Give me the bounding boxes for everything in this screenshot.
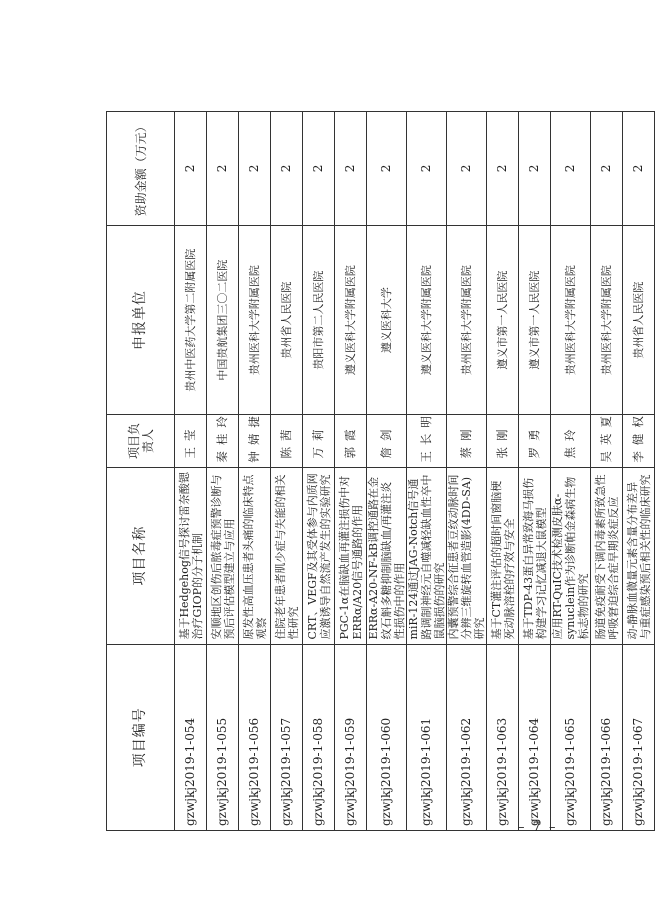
cell-code: gzwjkj2019-1-063 [487,644,519,830]
table-row [303,112,335,831]
cell-code: gzwjkj2019-1-067 [623,644,655,830]
cell-amount: 2 [239,112,271,226]
cell-title: 基于Hedgehog信号探讨雷奈酸锶治疗GIOP的分子机制 [175,467,207,644]
cell-title: PGC-1α在脑缺血再灌注损伤中对ERRα/A20信号通路的作用 [335,467,367,644]
cell-person: 李健权 [623,415,655,467]
cell-code: gzwjkj2019-1-060 [367,644,407,830]
cell-amount: 2 [591,112,623,226]
cell-title: CRT、VEGF及其受体参与内质网应激诱导自然流产发生的实验研究 [303,467,335,644]
cell-person: 蔡刚 [447,415,487,467]
cell-title: 住院老年患者肌少症与失能的相关性研究 [271,467,303,644]
cell-unit: 遵义市第一人民医院 [519,225,551,415]
cell-unit: 遵义医科大学附属医院 [335,225,367,415]
cell-amount: 2 [303,112,335,226]
cell-unit: 贵州医科大学附属医院 [239,225,271,415]
project-table [106,111,655,831]
cell-unit: 贵州医科大学附属医院 [551,225,591,415]
header-unit: 申报单位 [107,225,175,415]
cell-person: 万莉 [303,415,335,467]
table-row [407,112,447,831]
cell-unit: 贵州医科大学附属医院 [447,225,487,415]
cell-person: 罗勇 [519,415,551,467]
cell-amount: 2 [447,112,487,226]
cell-unit: 贵州医科大学附属医院 [591,225,623,415]
cell-person: 秦桂玲 [207,415,239,467]
page-number: – 7 – [518,820,558,835]
cell-code: gzwjkj2019-1-061 [407,644,447,830]
cell-amount: 2 [335,112,367,226]
cell-person: 焦玲 [551,415,591,467]
cell-code: gzwjkj2019-1-059 [335,644,367,830]
cell-title: 肠道免疫耐受下调内毒素所致急性呼吸窘迫综合症早期炎症反应 [591,467,623,644]
cell-unit: 贵阳市第二人民医院 [303,225,335,415]
cell-title: miR-124通过JAG-Notch信号通路调制神经元自噬减轻缺血性卒中鼠脑损伤的研究 [407,467,447,644]
cell-unit: 遵义医科大学附属医院 [407,225,447,415]
header-amount: 资助金额（万元） [107,112,175,226]
cell-title: 基于TDP-43蛋白异常致海马损伤构建学习记忆减退大鼠模型 [519,467,551,644]
cell-code: gzwjkj2019-1-062 [447,644,487,830]
cell-person: 王莹 [175,415,207,467]
cell-title: 基于CT灌注评估的超时间窗脑梗死动脉溶栓的疗效与安全 [487,467,519,644]
table-row [335,112,367,831]
cell-person: 詹剑 [367,415,407,467]
table-header-row [107,112,175,831]
cell-amount: 2 [519,112,551,226]
cell-title: 应用RT-QuIC技术检测皮肤α-synuclein作为诊断帕金森病生物标志物的研究 [551,467,591,644]
header-code: 项目编号 [107,644,175,830]
cell-title: 原发性高血压患者头痛的临床特点观察 [239,467,271,644]
cell-code: gzwjkj2019-1-065 [551,644,591,830]
cell-amount: 2 [551,112,591,226]
table-row [175,112,207,831]
table-row [487,112,519,831]
cell-person: 王长明 [407,415,447,467]
cell-code: gzwjkj2019-1-055 [207,644,239,830]
cell-amount: 2 [271,112,303,226]
table-row [207,112,239,831]
cell-person: 吴英夏 [591,415,623,467]
header-title: 项目名称 [107,467,175,644]
table-row [239,112,271,831]
rotated-table [106,111,652,831]
cell-amount: 2 [207,112,239,226]
cell-title: 动-静脉血微量元素含量分布差异与重症感染预后相关性的临床研究 [623,467,655,644]
cell-code: gzwjkj2019-1-066 [591,644,623,830]
table-row [623,112,655,831]
cell-amount: 2 [487,112,519,226]
cell-title: 安顺地区创伤后脓毒症预警诊断与预后评估模型建立与应用 [207,467,239,644]
cell-person: 郭霞 [335,415,367,467]
cell-unit: 贵州省人民医院 [271,225,303,415]
cell-amount: 2 [407,112,447,226]
cell-unit: 贵州省人民医院 [623,225,655,415]
table-row [551,112,591,831]
cell-unit: 中国贵航集团三〇二医院 [207,225,239,415]
cell-unit: 遵义市第一人民医院 [487,225,519,415]
table-row [591,112,623,831]
cell-person: 张刚 [487,415,519,467]
table-row [447,112,487,831]
cell-code: gzwjkj2019-1-058 [303,644,335,830]
cell-code: gzwjkj2019-1-056 [239,644,271,830]
cell-amount: 2 [175,112,207,226]
cell-code: gzwjkj2019-1-064 [519,644,551,830]
table-row [519,112,551,831]
cell-person: 钟婧捷 [239,415,271,467]
cell-unit: 遵义医科大学 [367,225,407,415]
cell-code: gzwjkj2019-1-057 [271,644,303,830]
table-row [271,112,303,831]
cell-person: 陈茜 [271,415,303,467]
cell-amount: 2 [623,112,655,226]
cell-code: gzwjkj2019-1-054 [175,644,207,830]
cell-title: 内囊预警综合征患者豆纹动脉时间分辨三维旋转血管造影(4DD-SA)研究 [447,467,487,644]
cell-title: ERRα-A20-NF-kB调控通路在金纹石斛多糖抑制脑缺血/再灌注炎性损伤中的作用 [367,467,407,644]
table-row [367,112,407,831]
cell-unit: 贵州中医药大学第二附属医院 [175,225,207,415]
cell-amount: 2 [367,112,407,226]
header-person: 项目负责人 [107,415,175,467]
project-table-container [106,111,652,831]
